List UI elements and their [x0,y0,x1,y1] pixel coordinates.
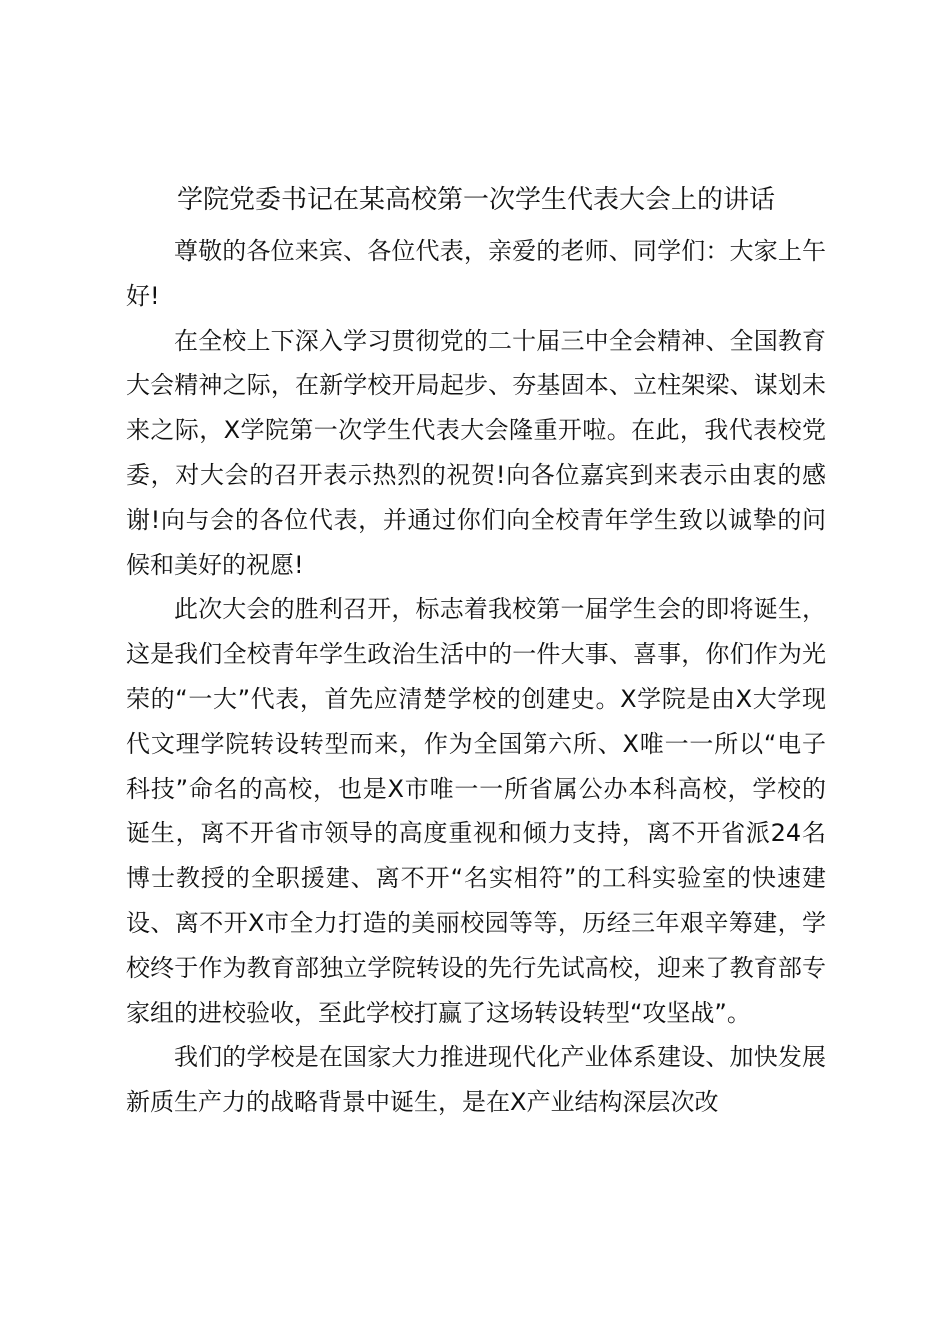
paragraph-greeting: 尊敬的各位来宾、各位代表，亲爱的老师、同学们：大家上午好! [126,237,826,310]
document-body [126,229,826,1125]
paragraph-opening: 在全校上下深入学习贯彻党的二十届三中全会精神、全国教育大会精神之际，在新学校开局起步、夯基固本、立柱架梁、谋划未来之际，X学院第一次学生代表大会隆重开啦。在此，我代表校党委，对大会的召开表示热烈的祝贺!向各位嘉宾到来表示由衷的感谢!向与会的各位代表，并通过你们向全校青年学生致以诚挚的问候和美好的祝愿! [126,326,826,579]
paragraph-history: 此次大会的胜利召开，标志着我校第一届学生会的即将诞生，这是我们全校青年学生政治生活中的一件大事、喜事，你们作为光荣的“一大”代表，首先应清楚学校的创建史。X学院是由X大学现代文理学院转设转型而来，作为全国第六所、X唯一一所以“电子科技”命名的高校，也是X市唯一一所省属公办本科高校，学校的诞生，离不开省市领导的高度重视和倾力支持，离不开省派24名博士教授的全职援建、离不开“名实相符”的工科实验室的快速建设、离不开X市全力打造的美丽校园等等，历经三年艰辛筹建，学校终于作为教育部独立学院转设的先行先试高校，迎来了教育部专家组的进校验收，至此学校打赢了这场转设转型“攻坚战”。 [126,595,826,1027]
paragraph-background: 我们的学校是在国家大力推进现代化产业体系建设、加快发展新质生产力的战略背景中诞生，是在X产业结构深层次改 [126,1043,826,1117]
document-title: 学院党委书记在某高校第一次学生代表大会上的讲话 [176,185,775,215]
